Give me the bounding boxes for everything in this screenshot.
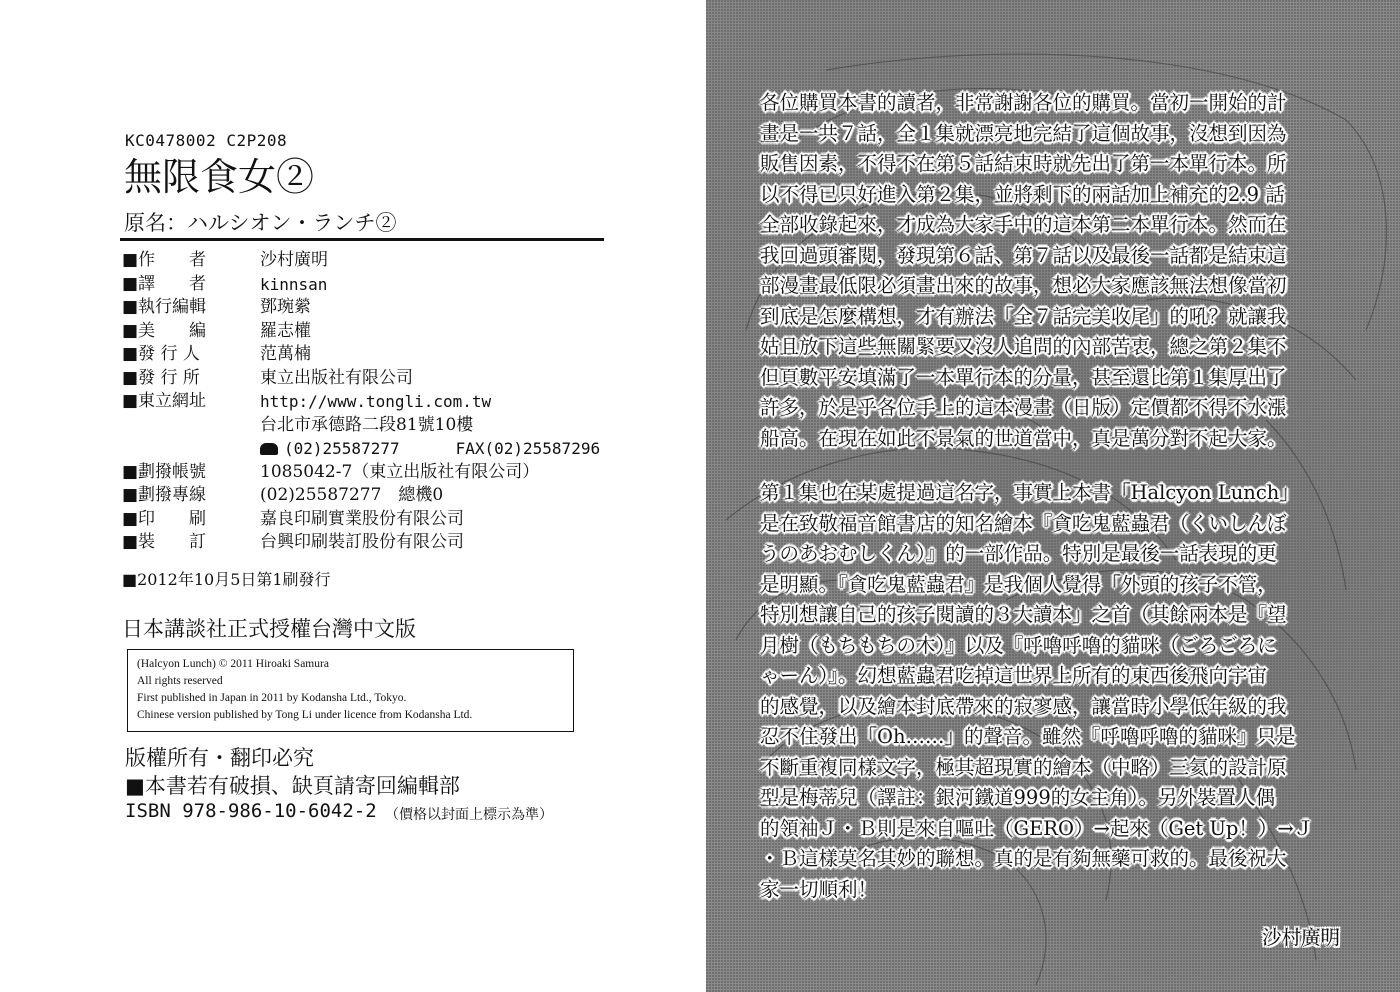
credit-row <box>122 273 642 297</box>
credit-value: 范萬楠 <box>260 344 311 364</box>
essay-line: 我回過頭審閱，發現第６話、第７話以及最後一話都是結束這 <box>760 243 1287 267</box>
return-notice: ■本書若有破損、缺頁請寄回編輯部 <box>125 774 460 798</box>
essay-line: 忍不住發出「Oh……」的聲音。雖然『呼嚕呼嚕的貓咪』只是 <box>760 725 1296 748</box>
credit-row <box>122 296 642 320</box>
credit-key: ■作 者 <box>122 250 207 270</box>
license-statement: 日本講談社正式授權台灣中文版 <box>122 617 416 641</box>
credit-key: ■發 行 所 <box>122 367 200 388</box>
credit-key: ■劃撥帳號 <box>122 461 207 482</box>
credit-key: ■譯 者 <box>122 273 207 294</box>
original-title: 原名：ハルシオン・ランチ② <box>124 211 397 235</box>
rights-reserved: 版權所有・翻印必究 <box>125 746 314 770</box>
credit-key: ■發 行 人 <box>122 344 200 364</box>
essay-line: 販售因素，不得不在第５話結束時就先出了第一本單行本。所 <box>760 152 1287 175</box>
essay-line: 特別想讓自己的孩子閱讀的３大讀本」之首（其餘兩本是『望 <box>760 603 1287 626</box>
credit-row <box>122 531 642 555</box>
essay-line: 的領袖Ｊ・Ｂ則是來自嘔吐（GERO）→起來（Get Up！）→Ｊ <box>760 816 1314 840</box>
credit-row <box>122 343 642 367</box>
essay-line: 月樹（もちもちの木）』以及『呼嚕呼嚕的貓咪（ごろごろに <box>760 633 1277 657</box>
essay-line: ゃーん）』。幻想藍蟲君吃掉這世界上所有的東西後飛向宇宙 <box>760 664 1268 687</box>
afterword-text <box>760 88 1344 905</box>
author-signature: 沙村廣明 <box>1261 926 1340 949</box>
isbn: ISBN 978-986-10-6042-2 <box>125 800 377 822</box>
essay-line: 姑且放下這些無關緊要又沒人追問的內部苦衷，總之第２集不 <box>760 335 1287 358</box>
credit-row <box>122 484 642 508</box>
copyright-box <box>127 649 574 732</box>
credit-value: (02)25587277 總機0 <box>260 485 444 505</box>
essay-line: 畫是一共７話，全１集就漂亮地完結了這個故事，沒想到因為 <box>760 121 1287 145</box>
price-note: （價格以封面上標示為準） <box>385 807 553 823</box>
essay-line: 以不得已只好進入第２集，並將剩下的兩話加上補充的2.9 話 <box>760 182 1285 206</box>
phone-row <box>122 437 642 461</box>
credit-row <box>122 320 642 344</box>
address-row <box>122 414 642 438</box>
credit-row <box>122 249 642 273</box>
credit-row <box>122 367 642 391</box>
credit-value: 沙村廣明 <box>260 250 328 270</box>
essay-line: うのあおむしくん）』的一部作品。特別是最後一話表現的更 <box>760 542 1277 565</box>
essay-line: 部漫畫最低限必須畫出來的故事，想必大家應該無法想像當初 <box>760 274 1287 297</box>
credit-row <box>122 461 642 485</box>
credit-value: 羅志權 <box>260 320 311 341</box>
credit-key: ■裝 訂 <box>122 532 207 552</box>
title-divider <box>120 238 604 241</box>
essay-line: 家一切順利！ <box>760 877 878 901</box>
product-code: KC0478002 C2P208 <box>125 131 288 150</box>
copyright-line: First published in Japan in 2011 by Kodansha Ltd., Tokyo. <box>137 692 407 704</box>
afterword-page <box>706 0 1400 992</box>
essay-line: 各位購買本書的讀者，非常謝謝各位的購買。當初一開始的計 <box>760 91 1287 114</box>
essay-line: 型是梅蒂兒（譯註：銀河鐵道999的女主角）。另外裝置人偶 <box>760 786 1275 809</box>
website-url: http://www.tongli.com.tw <box>260 392 492 411</box>
publication-date: ■2012年10月5日第1刷發行 <box>122 570 331 589</box>
credit-value: 嘉良印刷實業股份有限公司 <box>260 508 464 529</box>
essay-line: 船高。在現在如此不景氣的世道當中，真是萬分對不起大家。 <box>760 426 1287 450</box>
credit-key: ■劃撥專線 <box>122 485 207 505</box>
copyright-line: (Halcyon Lunch) © 2011 Hiroaki Samura <box>137 658 329 670</box>
copyright-line: Chinese version published by Tong Li under licence from Kodansha Ltd. <box>137 709 473 721</box>
essay-line: 是明顯。『貪吃鬼藍蟲君』是我個人覺得「外頭的孩子不管， <box>760 572 1277 596</box>
credits-list <box>122 249 642 555</box>
credit-value: 1085042-7（東立出版社有限公司） <box>260 461 540 482</box>
essay-line: 但頁數平安填滿了一本單行本的分量，甚至還比第１集厚出了 <box>760 365 1287 389</box>
fax-number: FAX(02)25587296 <box>455 439 601 458</box>
book-title: 無限食女② <box>124 155 315 199</box>
essay-line: 許多，於是乎各位手上的這本漫畫（日版）定價都不得不水漲 <box>760 396 1287 419</box>
essay-line: 不斷重複同樣文字，極其超現實的繪本（中略）三氦的設計原 <box>760 755 1287 779</box>
credit-value: 東立出版社有限公司 <box>260 367 413 388</box>
credit-key: ■美 編 <box>122 320 207 341</box>
essay-line: 的感覺，以及繪本封底帶來的寂寥感，讓當時小學低年級的我 <box>760 694 1287 718</box>
address: 台北市承德路二段81號10樓 <box>260 414 474 435</box>
credit-row <box>122 508 642 532</box>
credit-row <box>122 390 642 414</box>
phone-number: (02)25587277 <box>284 439 400 458</box>
essay-line: 第１集也在某處提過這名字，事實上本書「Halcyon Lunch」 <box>760 481 1299 504</box>
credit-key: ■執行編輯 <box>122 297 207 317</box>
credit-value: 鄧琬縈 <box>260 297 311 317</box>
credit-key: ■印 刷 <box>122 508 207 529</box>
telephone-icon <box>260 443 278 455</box>
essay-line: 到底是怎麼構想，才有辦法「全７話完美收尾」的吼？就讓我 <box>760 304 1287 328</box>
credit-value: kinnsan <box>260 274 328 294</box>
credit-value: 台興印刷裝訂股份有限公司 <box>260 532 464 552</box>
credit-key: ■東立網址 <box>122 391 207 411</box>
essay-line: ・Ｂ這樣莫名其妙的聯想。真的是有夠無藥可救的。最後祝大 <box>760 847 1287 870</box>
essay-line: 是在致敬福音館書店的知名繪本『貪吃鬼藍蟲君（くいしんぼ <box>760 511 1287 535</box>
copyright-line: All rights reserved <box>137 675 223 687</box>
essay-line: 全部收錄起來，才成為大家手中的這本第二本單行本。然而在 <box>760 213 1287 236</box>
